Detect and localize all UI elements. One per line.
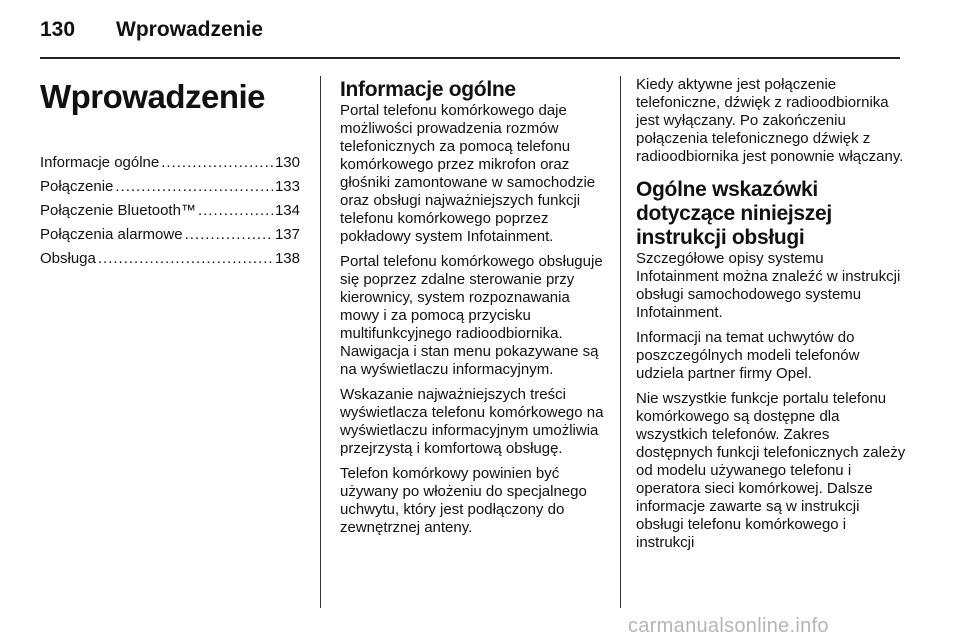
body-paragraph: Wskazanie najważniejszych treści wyświetlacza telefonu komórkowego na wyświetlaczu informacyjnym umożliwia przejrzystą i komfortową obsługę. <box>340 386 604 457</box>
toc-entry-page: 130 <box>274 154 300 171</box>
toc-entry-label: Połączenie Bluetooth™ <box>40 202 196 219</box>
body-paragraph: Portal telefonu komórkowego daje możliwości prowadzenia rozmów telefonicznych za pomocą telefonu komórkowego przez mikrofon oraz głośniki zamontowane w samochodzie oraz obsługi najważniejszych funkcji telefonu komórkowego poprzez pokładowy system Infotainment. <box>340 102 596 245</box>
toc-entry-label: Połączenie <box>40 178 114 195</box>
toc-entry-obsluga[interactable] <box>40 247 300 271</box>
toc-entry-informacje-ogolne[interactable] <box>40 151 300 175</box>
toc-entry-polaczenie-bluetooth[interactable] <box>40 199 300 223</box>
toc-entry-polaczenia-alarmowe[interactable] <box>40 223 300 247</box>
toc-entry-polaczenie[interactable] <box>40 175 300 199</box>
column-divider-2 <box>620 76 621 608</box>
chapter-column <box>40 76 300 271</box>
chapter-title: Wprowadzenie <box>40 78 266 115</box>
toc-leader-dots <box>98 247 273 271</box>
toc-entry-page: 137 <box>274 226 300 243</box>
page-number: 130 <box>40 18 76 41</box>
body-paragraph: Kiedy aktywne jest połączenie telefoniczne, dźwięk z radioodbiornika jest wyłączany. Po zakończeniu połączenia telefonicznego dźwięk z radioodbiornika jest ponownie włączany. <box>636 76 904 165</box>
header-rule <box>40 57 900 59</box>
column-divider-1 <box>320 76 321 608</box>
toc-leader-dots <box>198 199 273 223</box>
toc-leader-dots <box>115 175 273 199</box>
body-paragraph: Szczegółowe opisy systemu Infotainment można znaleźć w instrukcji obsługi samochodowego systemu Infotainment. <box>636 250 901 321</box>
body-paragraph: Nie wszystkie funkcje portalu telefonu komórkowego są dostępne dla wszystkich telefonów. Zakres dostępnych funkcji telefonicznych zależy od modelu używanego telefonu i operatora sieci komórkowej. Dalsze informacje zawarte są w instrukcji obsługi telefonu komórkowego i instrukcji <box>636 390 906 551</box>
toc-entry-label: Informacje ogólne <box>40 154 160 171</box>
toc-entry-page: 134 <box>274 202 300 219</box>
running-title: Wprowadzenie <box>116 18 264 41</box>
page-header <box>40 16 900 52</box>
section-ogolne-wskazowki <box>636 76 906 559</box>
body-paragraph: Portal telefonu komórkowego obsługuje się poprzez zdalne sterowanie przy kierownicy, system rozpoznawania mowy i za pomocą przycisku multifunkcyjnego radioodbiornika. Nawigacja i stan menu pokazywane są na wyświetlaczu informacyjnym. <box>340 253 603 378</box>
toc-entry-page: 138 <box>274 250 300 267</box>
body-paragraph: Informacji na temat uchwytów do poszczególnych modeli telefonów udziela partner firmy Opel. <box>636 329 860 382</box>
toc-leader-dots <box>161 151 273 175</box>
body-paragraph: Telefon komórkowy powinien być używany po włożeniu do specjalnego uchwytu, który jest podłączony do zewnętrznej anteny. <box>340 465 587 536</box>
section-informacje-ogolne <box>340 76 610 544</box>
toc-entry-label: Połączenia alarmowe <box>40 226 183 243</box>
section-heading: Informacje ogólne <box>340 78 516 101</box>
watermark: carmanualsonline.info <box>628 615 829 637</box>
toc-entry-label: Obsługa <box>40 250 96 267</box>
toc-leader-dots <box>185 223 273 247</box>
toc-entry-page: 133 <box>274 178 300 195</box>
table-of-contents <box>40 151 300 271</box>
section-heading: Ogólne wskazówki dotyczące niniejszej instrukcji obsługi <box>636 178 832 249</box>
